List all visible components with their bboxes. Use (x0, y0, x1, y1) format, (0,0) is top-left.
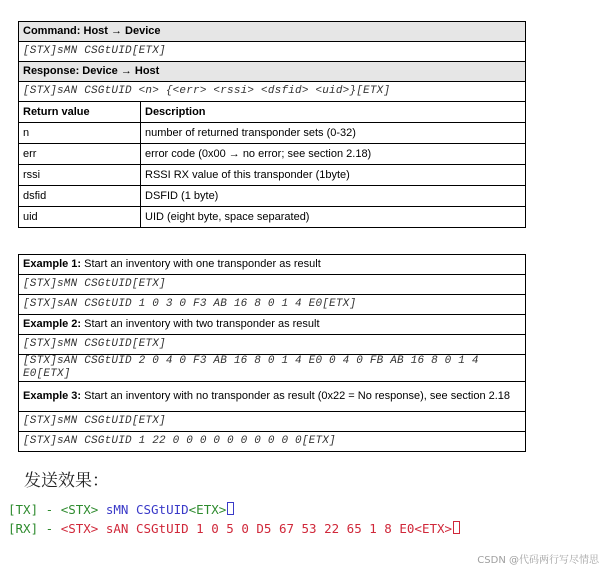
example-text: Start an inventory with one transponder as result (81, 258, 321, 270)
tx-tag: [TX] (8, 502, 39, 517)
tx-etx: <ETX> (188, 502, 227, 517)
rx-tag: [RX] (8, 521, 39, 536)
example-command: [STX]sMN CSGtUID[ETX] (19, 335, 526, 355)
rx-etx: <ETX> (414, 521, 453, 536)
example-text: Start an inventory with two transponder as result (81, 318, 320, 330)
example-command: [STX]sMN CSGtUID[ETX] (19, 275, 526, 295)
example-response: [STX]sAN CSGtUID 1 22 0 0 0 0 0 0 0 0 0 0[ETX] (19, 432, 526, 452)
table-row (19, 144, 526, 165)
example-label: Example 1: (23, 258, 82, 270)
tx-separator: - (38, 502, 61, 517)
terminal-tx-line (8, 502, 234, 517)
send-result-caption: 发送效果： (24, 471, 109, 491)
return-value-name: n (19, 123, 141, 144)
return-value-name: err (19, 144, 141, 165)
response-line: [STX]sAN CSGtUID <n> {<err> <rssi> <dsfid> <uid>}[ETX] (19, 82, 526, 102)
example-title (19, 315, 526, 335)
terminal-rx-line (8, 521, 460, 536)
protocol-spec-table (18, 21, 526, 228)
rx-separator: - (38, 521, 61, 536)
cursor-icon (453, 521, 460, 534)
return-value-desc: DSFID (1 byte) (141, 186, 526, 207)
table-row (19, 165, 526, 186)
example-title (19, 382, 526, 412)
response-header: Response: Device → Host (19, 62, 526, 82)
col-header-return-value: Return value (19, 102, 141, 123)
cursor-icon (227, 502, 234, 515)
example-command: [STX]sMN CSGtUID[ETX] (19, 412, 526, 432)
example-response: [STX]sAN CSGtUID 1 0 3 0 F3 AB 16 8 0 1 4 E0[ETX] (19, 295, 526, 315)
example-title (19, 255, 526, 275)
return-value-name: uid (19, 207, 141, 228)
example-label: Example 3: (23, 390, 82, 402)
table-row (19, 123, 526, 144)
return-value-name: rssi (19, 165, 141, 186)
tx-command: sMN CSGtUID (105, 502, 189, 517)
return-value-name: dsfid (19, 186, 141, 207)
example-text: Start an inventory with no transponder as result (0x22 = No response), see section 2.18 (81, 390, 511, 402)
return-value-desc: error code (0x00 → no error; see section 2.18) (141, 144, 526, 165)
rx-stx: <STX> (60, 521, 99, 536)
example-label: Example 2: (23, 318, 82, 330)
table-row (19, 207, 526, 228)
example-response: [STX]sAN CSGtUID 2 0 4 0 F3 AB 16 8 0 1 4 E0 0 4 0 FB AB 16 8 0 1 4 E0[ETX] (19, 355, 526, 382)
table-row (19, 186, 526, 207)
tx-stx: <STX> (60, 502, 99, 517)
return-value-desc: number of returned transponder sets (0-32) (141, 123, 526, 144)
command-header: Command: Host → Device (19, 22, 526, 42)
return-value-desc: RSSI RX value of this transponder (1byte) (141, 165, 526, 186)
return-value-desc: UID (eight byte, space separated) (141, 207, 526, 228)
col-header-description: Description (141, 102, 526, 123)
watermark: CSDN @代码两行写尽情思 (477, 555, 599, 566)
rx-command: sAN CSGtUID 1 0 5 0 D5 67 53 22 65 1 8 E0 (105, 521, 415, 536)
command-line: [STX]sMN CSGtUID[ETX] (19, 42, 526, 62)
examples-table (18, 254, 526, 452)
